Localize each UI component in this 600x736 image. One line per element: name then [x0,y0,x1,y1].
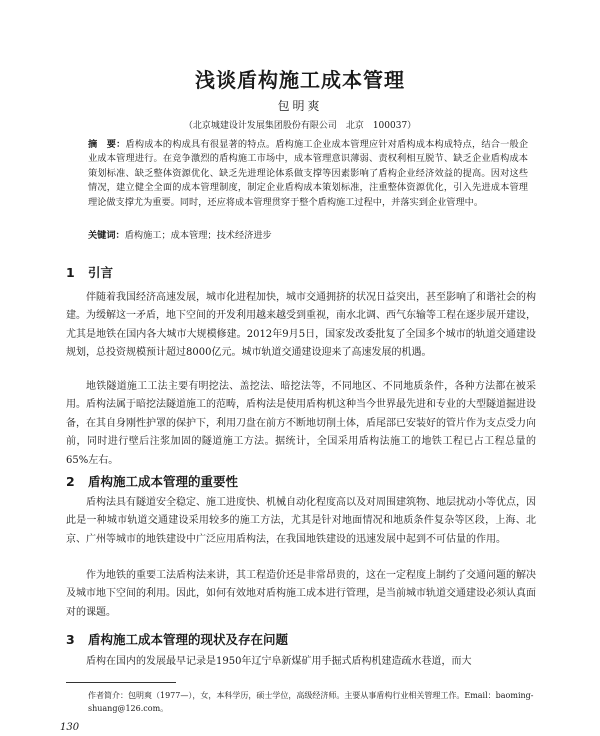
section-heading-3 [66,630,288,648]
section-2-paragraph-1: 盾构法具有隧道安全稳定、施工进度快、机械自动化程度高以及对周围建筑物、地层扰动小等优点，因此是一种城市轨道交通建设采用较多的施工方法，尤其是针对地面情况和地质条件复杂等区段，上海、北京、广州等城市的地铁建设中广泛应用盾构法，在我国地铁建设的迅速发展中起到不可估量的作用。 [66,497,536,545]
section-number: 2 [66,474,75,489]
footnote-divider [66,682,176,683]
section-heading-1 [66,263,113,281]
section-title: 盾构施工成本管理的重要性 [88,474,239,489]
section-2-paragraph-2: 作为地铁的重要工法盾构法来讲，其工程造价还是非常昂贵的，这在一定程度上制约了交通问题的解决及城市地下空间的利用。因此，如何有效地对盾构施工成本进行管理，是当前城市轨道交通建设必须认真面对的课题。 [66,570,536,618]
section-1-paragraph-2: 地铁隧道施工工法主要有明挖法、盖挖法、暗挖法等，不同地区、不同地质条件，各种方法都在被采用。盾构法属于暗挖法隧道施工的范畴，盾构法是使用盾构机这种当今世界最先进和专业的大型隧道掘进设备，在其自身刚性护罩的保护下，利用刀盘在前方不断地切削土体，盾尾部已安装好的管片作为支点受力向前，同时进行壁后注浆加固的隧道施工方法。据统计，全国采用盾构法施工的地铁工程已占工程总量的65%左右。 [66,381,536,466]
section-3-paragraph-1: 盾构在国内的发展最早记录是1950年辽宁阜新煤矿用手掘式盾构机建造疏水巷道，而大 [86,656,472,667]
section-1-paragraph-1: 伴随着我国经济高速发展，城市化进程加快，城市交通拥挤的状况日益突出，甚至影响了和谐社会的构建。为缓解这一矛盾，地下空间的开发利用越来越受到重视，南水北调、西气东输等工程在逐步展开建设，尤其是地铁在国内各大城市大规模修建。2012年9月5日，国家发改委批复了全国多个城市的轨道交通建设规划，总投资规模预计超过8000亿元。城市轨道交通建设迎来了高速发展的机遇。 [66,292,536,359]
abstract [88,138,528,210]
section-number: 3 [66,632,75,647]
keywords-label: 关键词： [88,230,125,241]
section-title: 盾构施工成本管理的现状及存在问题 [88,632,289,647]
paper-title: 浅谈盾构施工成本管理 [195,68,405,92]
keywords [88,229,528,243]
section-title: 引言 [88,265,114,280]
author-affiliation: （北京城建设计发展集团股份有限公司 北京 100037） [183,121,417,131]
page-number: 130 [60,722,80,733]
author-name: 包明爽 [277,99,323,113]
abstract-label: 摘 要： [88,139,126,150]
section-heading-2 [66,472,238,490]
section-number: 1 [66,265,75,280]
author-footnote: 作者简介：包明爽（1977—），女，本科学历，硕士学位，高级经济师。主要从事盾构行业相关管理工作。Email：baoming-shuang@126.com。 [88,691,534,713]
abstract-text: 盾构成本的构成具有很显著的特点。盾构施工企业成本管理应针对盾构成本构成特点，结合一般企业成本管理进行。在竞争激烈的盾构施工市场中，成本管理意识薄弱、责权利相互脱节、缺乏企业盾构成本策划标准、缺乏整体资源优化、缺乏先进理论体系做支撑等因素影响了盾构企业经济效益的提高。因对这些情况，建立健全全面的成本管理制度，制定企业盾构成本策划标准，注重整体资源优化，引入先进成本管理理论做支撑尤为重要。同时，还应将成本管理贯穿于整个盾构施工过程中，并落实到企业管理中。 [88,139,529,208]
keywords-text: 盾构施工；成本管理；技术经济进步 [124,230,272,241]
